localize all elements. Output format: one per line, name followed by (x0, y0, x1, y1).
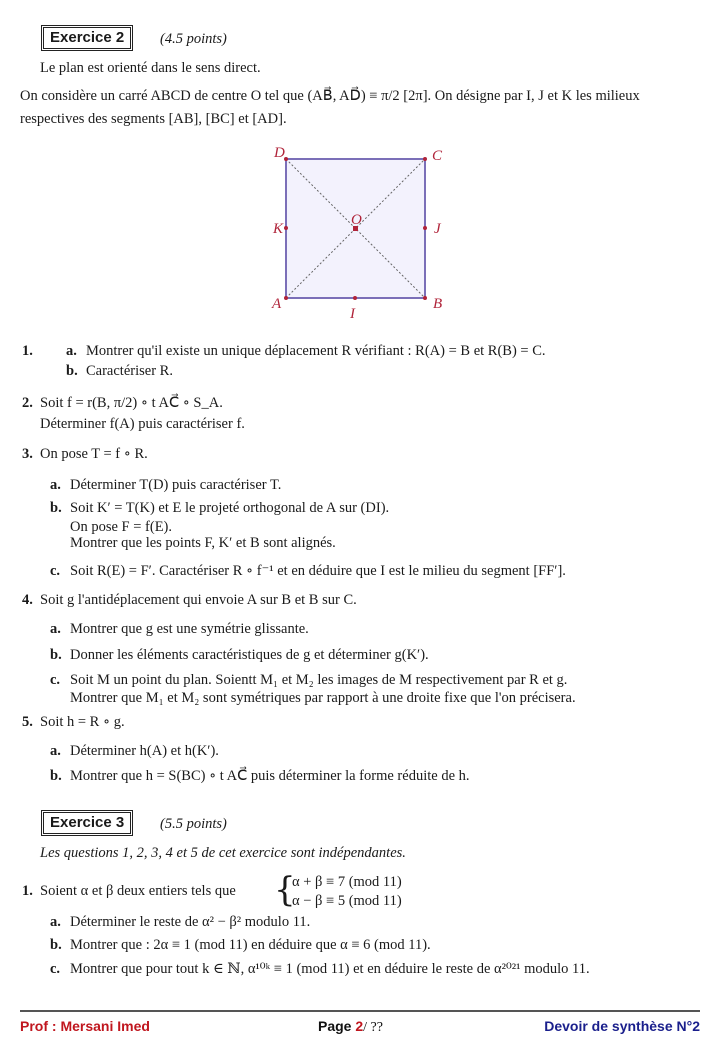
subquestion-text: Montrer que g est une symétrie glissante. (70, 621, 309, 637)
subquestion-text: Montrer que les points F, K′ et B sont alignés. (70, 535, 336, 551)
exercise-3-title-box (41, 810, 133, 836)
label-a: A (272, 296, 282, 312)
question-number: 4. (22, 592, 33, 608)
point-b (423, 296, 427, 300)
subquestion-label: a. (50, 743, 61, 759)
system-equation: α − β ≡ 5 (mod 11) (292, 893, 402, 909)
page-current: 2 (355, 1018, 364, 1034)
question-text: Soit h = R ∘ g. (40, 714, 125, 730)
page-prefix: Page (318, 1018, 356, 1034)
subquestion-label: a. (50, 477, 61, 493)
system-brace: { (274, 870, 296, 910)
exercise-3-title: Exercice 3 (43, 812, 131, 834)
exercise-2-points: (4.5 points) (160, 31, 227, 47)
question-text: Soit g l'antidéplacement qui envoie A sur B et B sur C. (40, 592, 357, 608)
footer-divider (20, 1010, 700, 1012)
footer-author: Prof : Mersani Imed (20, 1018, 150, 1034)
subquestion-text: Donner les éléments caractéristiques de g et déterminer g(K′). (70, 647, 429, 663)
subquestion-label: a. (66, 343, 77, 359)
label-c: C (432, 148, 443, 164)
subquestion-label: c. (50, 961, 61, 977)
subquestion-label: b. (50, 647, 62, 663)
label-d: D (274, 145, 285, 161)
point-i (353, 296, 357, 300)
intro-line: On considère un carré ABCD de centre O tel que (AB⃗, AD⃗) ≡ π/2 [2π]. On désigne par I, J et K les milieux (20, 88, 640, 104)
intro-line: respectives des segments [AB], [BC] et [AD]. (20, 111, 287, 127)
question-text: Déterminer f(A) puis caractériser f. (40, 416, 245, 432)
point-a (284, 296, 288, 300)
subquestion-text: Déterminer le reste de α² − β² modulo 11. (70, 914, 311, 930)
subquestion-label: a. (50, 914, 61, 930)
subquestion-text: Montrer qu'il existe un unique déplacement R vérifiant : R(A) = B et R(B) = C. (86, 343, 546, 359)
footer-title: Devoir de synthèse N°2 (544, 1018, 700, 1034)
subquestion-label: c. (50, 563, 61, 579)
subquestion-label: b. (50, 937, 62, 953)
subquestion-text: Déterminer h(A) et h(K′). (70, 743, 219, 759)
exercise-3-intro: Les questions 1, 2, 3, 4 et 5 de cet exercice sont indépendantes. (40, 845, 406, 861)
subquestion-text: Soit R(E) = F′. Caractériser R ∘ f⁻¹ et en déduire que I est le milieu du segment [FF′]. (70, 563, 566, 579)
question-number: 1. (22, 883, 33, 899)
subquestion-text: Montrer que M₁ et M₂ sont symétriques par rapport à une droite fixe que l'on précisera. (70, 690, 576, 706)
subquestion-label: c. (50, 672, 61, 688)
label-j: J (434, 221, 441, 237)
intro-line: Le plan est orienté dans le sens direct. (40, 60, 261, 76)
question-number: 5. (22, 714, 33, 730)
subquestion-text: Montrer que : 2α ≡ 1 (mod 11) en déduire que α ≡ 6 (mod 11). (70, 937, 431, 953)
question-number: 2. (22, 395, 33, 411)
subquestion-text: Soit M un point du plan. Soientt M₁ et M₂ les images de M respectivement par R et g. (70, 672, 568, 688)
subquestion-text: Montrer que h = S(BC) ∘ t AC⃗ puis déterminer la forme réduite de h. (70, 768, 470, 784)
subquestion-text: Soit K′ = T(K) et E le projeté orthogonal de A sur (DI). (70, 500, 390, 516)
subquestion-text: Déterminer T(D) puis caractériser T. (70, 477, 282, 493)
subquestion-label: b. (66, 363, 78, 379)
exercise-3-points: (5.5 points) (160, 816, 227, 832)
system-equation: α + β ≡ 7 (mod 11) (292, 874, 402, 890)
label-o: O (351, 212, 362, 228)
question-text: Soit f = r(B, π/2) ∘ t AC⃗ ∘ S_A. (40, 395, 223, 411)
subquestion-text: On pose F = f(E). (70, 519, 173, 535)
exercise-2-title-box (41, 25, 133, 51)
question-text: Soient α et β deux entiers tels que (40, 883, 236, 899)
square-figure (250, 140, 470, 320)
subquestion-text: Montrer que pour tout k ∈ ℕ, α¹⁰ᵏ ≡ 1 (mod 11) et en déduire le reste de α²⁰²¹ modulo 11. (70, 961, 590, 977)
subquestion-text: Caractériser R. (86, 363, 173, 379)
point-k (284, 226, 288, 230)
question-text: On pose T = f ∘ R. (40, 446, 148, 462)
label-k: K (273, 221, 284, 237)
point-c (423, 157, 427, 161)
label-b: B (433, 296, 443, 312)
page-total: / ?? (363, 1020, 383, 1035)
label-i: I (350, 306, 355, 320)
subquestion-label: b. (50, 768, 62, 784)
question-number: 1. (22, 343, 33, 359)
footer-page (318, 1017, 383, 1037)
point-j (423, 226, 427, 230)
question-number: 3. (22, 446, 33, 462)
subquestion-label: b. (50, 500, 62, 516)
exercise-2-title: Exercice 2 (43, 27, 131, 49)
subquestion-label: a. (50, 621, 61, 637)
